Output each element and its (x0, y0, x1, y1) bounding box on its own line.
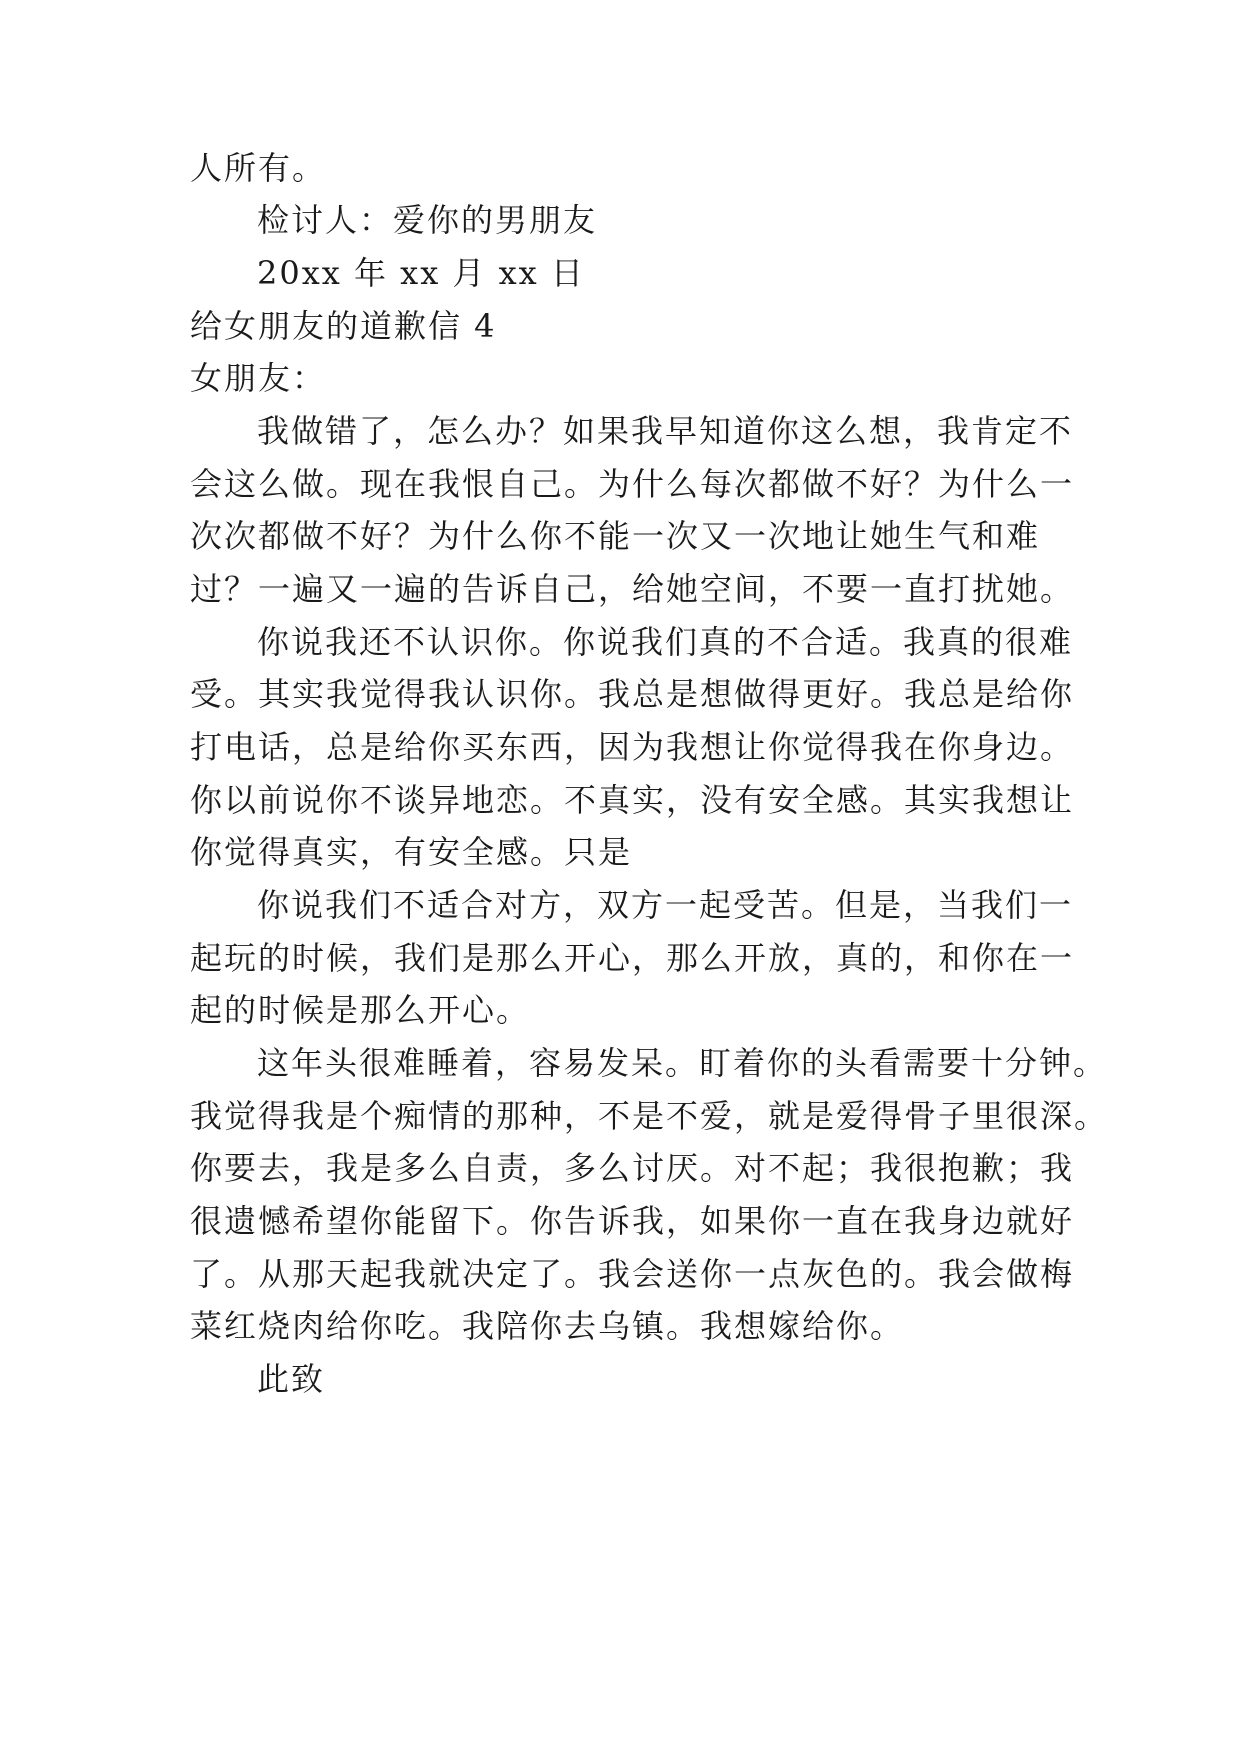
paragraph-line: 你说我还不认识你。你说我们真的不合适。我真的很难 (257, 623, 1074, 661)
paragraph-line: 菜红烧肉给你吃。我陪你去乌镇。我想嫁给你。 (190, 1307, 905, 1345)
paragraph-line: 这年头很难睡着，容易发呆。盯着你的头看需要十分钟。 (257, 1044, 1108, 1082)
paragraph-line: 你以前说你不谈异地恋。不真实，没有安全感。其实我想让 (190, 781, 1075, 819)
paragraph-line: 次次都做不好？为什么你不能一次又一次地让她生气和难 (190, 517, 1041, 555)
paragraph-line: 你说我们不适合对方，双方一起受苦。但是，当我们一 (257, 886, 1074, 924)
paragraph-line: 了。从那天起我就决定了。我会送你一点灰色的。我会做梅 (190, 1255, 1075, 1293)
paragraph-line: 受。其实我觉得我认识你。我总是想做得更好。我总是给你 (190, 675, 1075, 713)
date-line: 20xx 年 xx 月 xx 日 (257, 254, 585, 292)
paragraph-line: 起玩的时候，我们是那么开心，那么开放，真的，和你在一 (190, 939, 1075, 977)
paragraph-line: 打电话，总是给你买东西，因为我想让你觉得我在你身边。 (190, 728, 1075, 766)
paragraph-line: 我觉得我是个痴情的那种，不是不爱，就是爱得骨子里很深。 (190, 1097, 1109, 1135)
paragraph-line: 人所有。 (190, 149, 327, 187)
signature-line: 检讨人：爱你的男朋友 (257, 201, 598, 239)
paragraph-line: 起的时候是那么开心。 (190, 991, 531, 1029)
paragraph-line: 我做错了，怎么办？如果我早知道你这么想，我肯定不 (257, 412, 1074, 450)
section-title: 给女朋友的道歉信 4 (190, 307, 497, 345)
salutation: 女朋友： (190, 359, 327, 397)
closing-line: 此致 (257, 1360, 326, 1398)
paragraph-line: 你要去，我是多么自责，多么讨厌。对不起；我很抱歉；我 (190, 1149, 1075, 1187)
paragraph-line: 会这么做。现在我恨自己。为什么每次都做不好？为什么一 (190, 465, 1075, 503)
paragraph-line: 很遗憾希望你能留下。你告诉我，如果你一直在我身边就好 (190, 1202, 1075, 1240)
paragraph-line: 过？一遍又一遍的告诉自己，给她空间，不要一直打扰她。 (190, 570, 1075, 608)
paragraph-line: 你觉得真实，有安全感。只是 (190, 833, 633, 871)
